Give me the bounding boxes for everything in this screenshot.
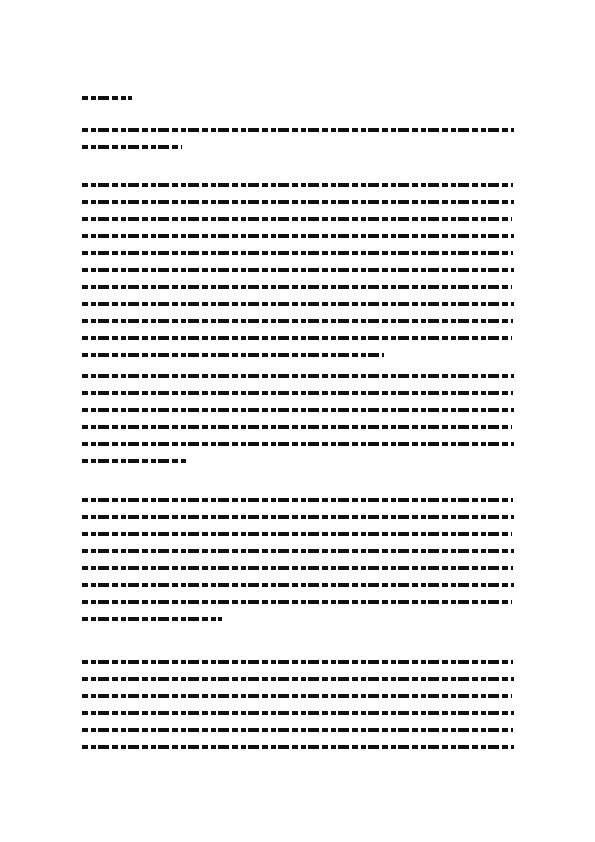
text-line — [82, 532, 512, 536]
text-line — [82, 217, 512, 221]
text-line — [82, 498, 513, 502]
text-line — [82, 566, 513, 570]
text-line — [82, 694, 512, 698]
text-line — [82, 745, 514, 749]
text-line — [82, 128, 514, 132]
text-line — [82, 583, 514, 587]
text-line — [82, 183, 513, 187]
paragraph-1 — [82, 128, 514, 162]
text-line — [82, 234, 514, 238]
paragraph-4 — [82, 498, 514, 634]
text-line — [82, 600, 512, 604]
text-line — [82, 617, 222, 621]
text-line — [82, 268, 514, 272]
document-header — [82, 96, 132, 113]
text-line — [82, 711, 514, 715]
text-line — [82, 459, 187, 463]
text-line — [82, 302, 514, 306]
text-line — [82, 374, 514, 378]
text-line — [82, 200, 514, 204]
text-line — [82, 391, 513, 395]
text-line — [82, 660, 513, 664]
paragraph-3 — [82, 374, 514, 476]
paragraph-2 — [82, 183, 514, 370]
text-line — [82, 677, 514, 681]
text-line — [82, 549, 514, 553]
text-line — [82, 285, 512, 289]
text-line — [82, 251, 513, 255]
text-line — [82, 145, 182, 149]
text-line — [82, 408, 514, 412]
text-line — [82, 353, 384, 357]
text-line — [82, 728, 513, 732]
text-line — [82, 442, 514, 446]
text-line — [82, 425, 512, 429]
paragraph-5 — [82, 660, 514, 762]
text-line — [82, 515, 514, 519]
header-text-line — [82, 96, 132, 100]
text-line — [82, 319, 513, 323]
text-line — [82, 336, 512, 340]
